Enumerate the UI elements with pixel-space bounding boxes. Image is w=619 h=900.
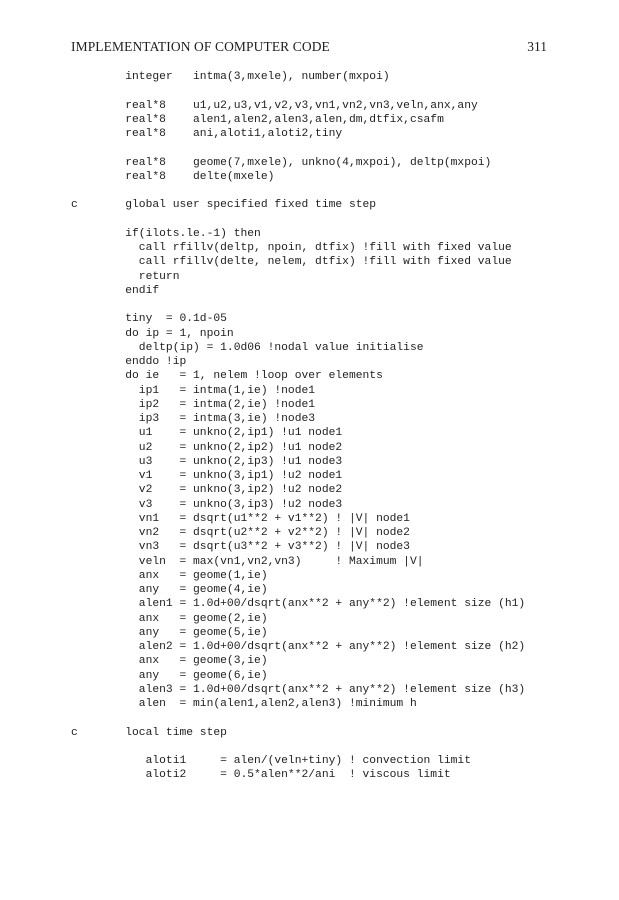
blank-line bbox=[71, 84, 525, 98]
code-line: u2 = unkno(2,ip2) !u1 node2 bbox=[71, 441, 343, 454]
code-line: vn3 = dsqrt(u3**2 + v3**2) ! |V| node3 bbox=[71, 541, 410, 554]
code-line: v2 = unkno(3,ip2) !u2 node2 bbox=[71, 484, 343, 497]
code-listing bbox=[71, 70, 525, 783]
blank-line bbox=[71, 740, 525, 754]
code-line: v1 = unkno(3,ip1) !u2 node1 bbox=[71, 470, 343, 482]
code-line: enddo !ip bbox=[71, 356, 187, 368]
code-line: aloti1 = alen/(veln+tiny) ! convection limit bbox=[71, 755, 471, 767]
page-number: 311 bbox=[527, 39, 547, 54]
code-line: tiny = 0.1d-05 bbox=[71, 313, 227, 326]
code-line: any = geome(5,ie) bbox=[71, 626, 268, 639]
code-line: deltp(ip) = 1.0d06 !nodal value initialise bbox=[71, 341, 424, 354]
code-line: u1 = unkno(2,ip1) !u1 node1 bbox=[71, 427, 343, 440]
code-line: ip2 = intma(2,ie) !node1 bbox=[71, 398, 316, 411]
code-line: u3 = unkno(2,ip3) !u1 node3 bbox=[71, 455, 343, 468]
code-line: ip1 = intma(1,ie) !node1 bbox=[71, 384, 316, 397]
blank-line bbox=[71, 711, 525, 725]
code-line: if(ilots.le.-1) then bbox=[71, 227, 261, 240]
code-line: aloti2 = 0.5*alen**2/ani ! viscous limit bbox=[71, 769, 451, 782]
code-line: endif bbox=[71, 284, 160, 297]
code-line: real*8 ani,aloti1,aloti2,tiny bbox=[71, 128, 343, 140]
chapter-title: IMPLEMENTATION OF COMPUTER CODE bbox=[71, 39, 330, 54]
code-line: veln = max(vn1,vn2,vn3) ! Maximum |V| bbox=[71, 555, 424, 568]
code-line: do ie = 1, nelem !loop over elements bbox=[71, 370, 383, 383]
blank-line bbox=[71, 298, 525, 312]
code-line: alen2 = 1.0d+00/dsqrt(anx**2 + any**2) !element size (h2) bbox=[71, 641, 526, 653]
code-line: integer intma(3,mxele), number(mxpoi) bbox=[71, 71, 390, 83]
code-line: any = geome(6,ie) bbox=[71, 669, 268, 682]
code-line: real*8 u1,u2,u3,v1,v2,v3,vn1,vn2,vn3,veln,anx,any bbox=[71, 99, 478, 112]
code-line: v3 = unkno(3,ip3) !u2 node3 bbox=[71, 498, 343, 511]
blank-line bbox=[71, 213, 525, 227]
comment-line: c local time step bbox=[71, 726, 227, 739]
code-line: real*8 geome(7,mxele), unkno(4,mxpoi), deltp(mxpoi) bbox=[71, 156, 492, 169]
code-line: vn1 = dsqrt(u1**2 + v1**2) ! |V| node1 bbox=[71, 512, 410, 525]
code-line: any = geome(4,ie) bbox=[71, 584, 268, 596]
code-line: ip3 = intma(3,ie) !node3 bbox=[71, 413, 316, 425]
code-line: anx = geome(2,ie) bbox=[71, 612, 268, 625]
code-line: vn2 = dsqrt(u2**2 + v2**2) ! |V| node2 bbox=[71, 527, 410, 539]
code-line: return bbox=[71, 270, 180, 283]
blank-line bbox=[71, 141, 525, 155]
blank-line bbox=[71, 184, 525, 198]
code-line: real*8 alen1,alen2,alen3,alen,dm,dtfix,csafm bbox=[71, 113, 444, 126]
running-head bbox=[71, 39, 547, 57]
code-line: anx = geome(3,ie) bbox=[71, 655, 268, 668]
code-line: call rfillv(delte, nelem, dtfix) !fill with fixed value bbox=[71, 256, 512, 269]
code-line: anx = geome(1,ie) bbox=[71, 569, 268, 582]
code-line: alen1 = 1.0d+00/dsqrt(anx**2 + any**2) !element size (h1) bbox=[71, 598, 526, 611]
code-line: real*8 delte(mxele) bbox=[71, 170, 275, 183]
code-line: do ip = 1, npoin bbox=[71, 327, 234, 340]
code-line: alen = min(alen1,alen2,alen3) !minimum h bbox=[71, 698, 417, 710]
code-line: alen3 = 1.0d+00/dsqrt(anx**2 + any**2) !element size (h3) bbox=[71, 683, 526, 696]
comment-line: c global user specified fixed time step bbox=[71, 199, 377, 212]
code-line: call rfillv(deltp, npoin, dtfix) !fill with fixed value bbox=[71, 242, 512, 254]
